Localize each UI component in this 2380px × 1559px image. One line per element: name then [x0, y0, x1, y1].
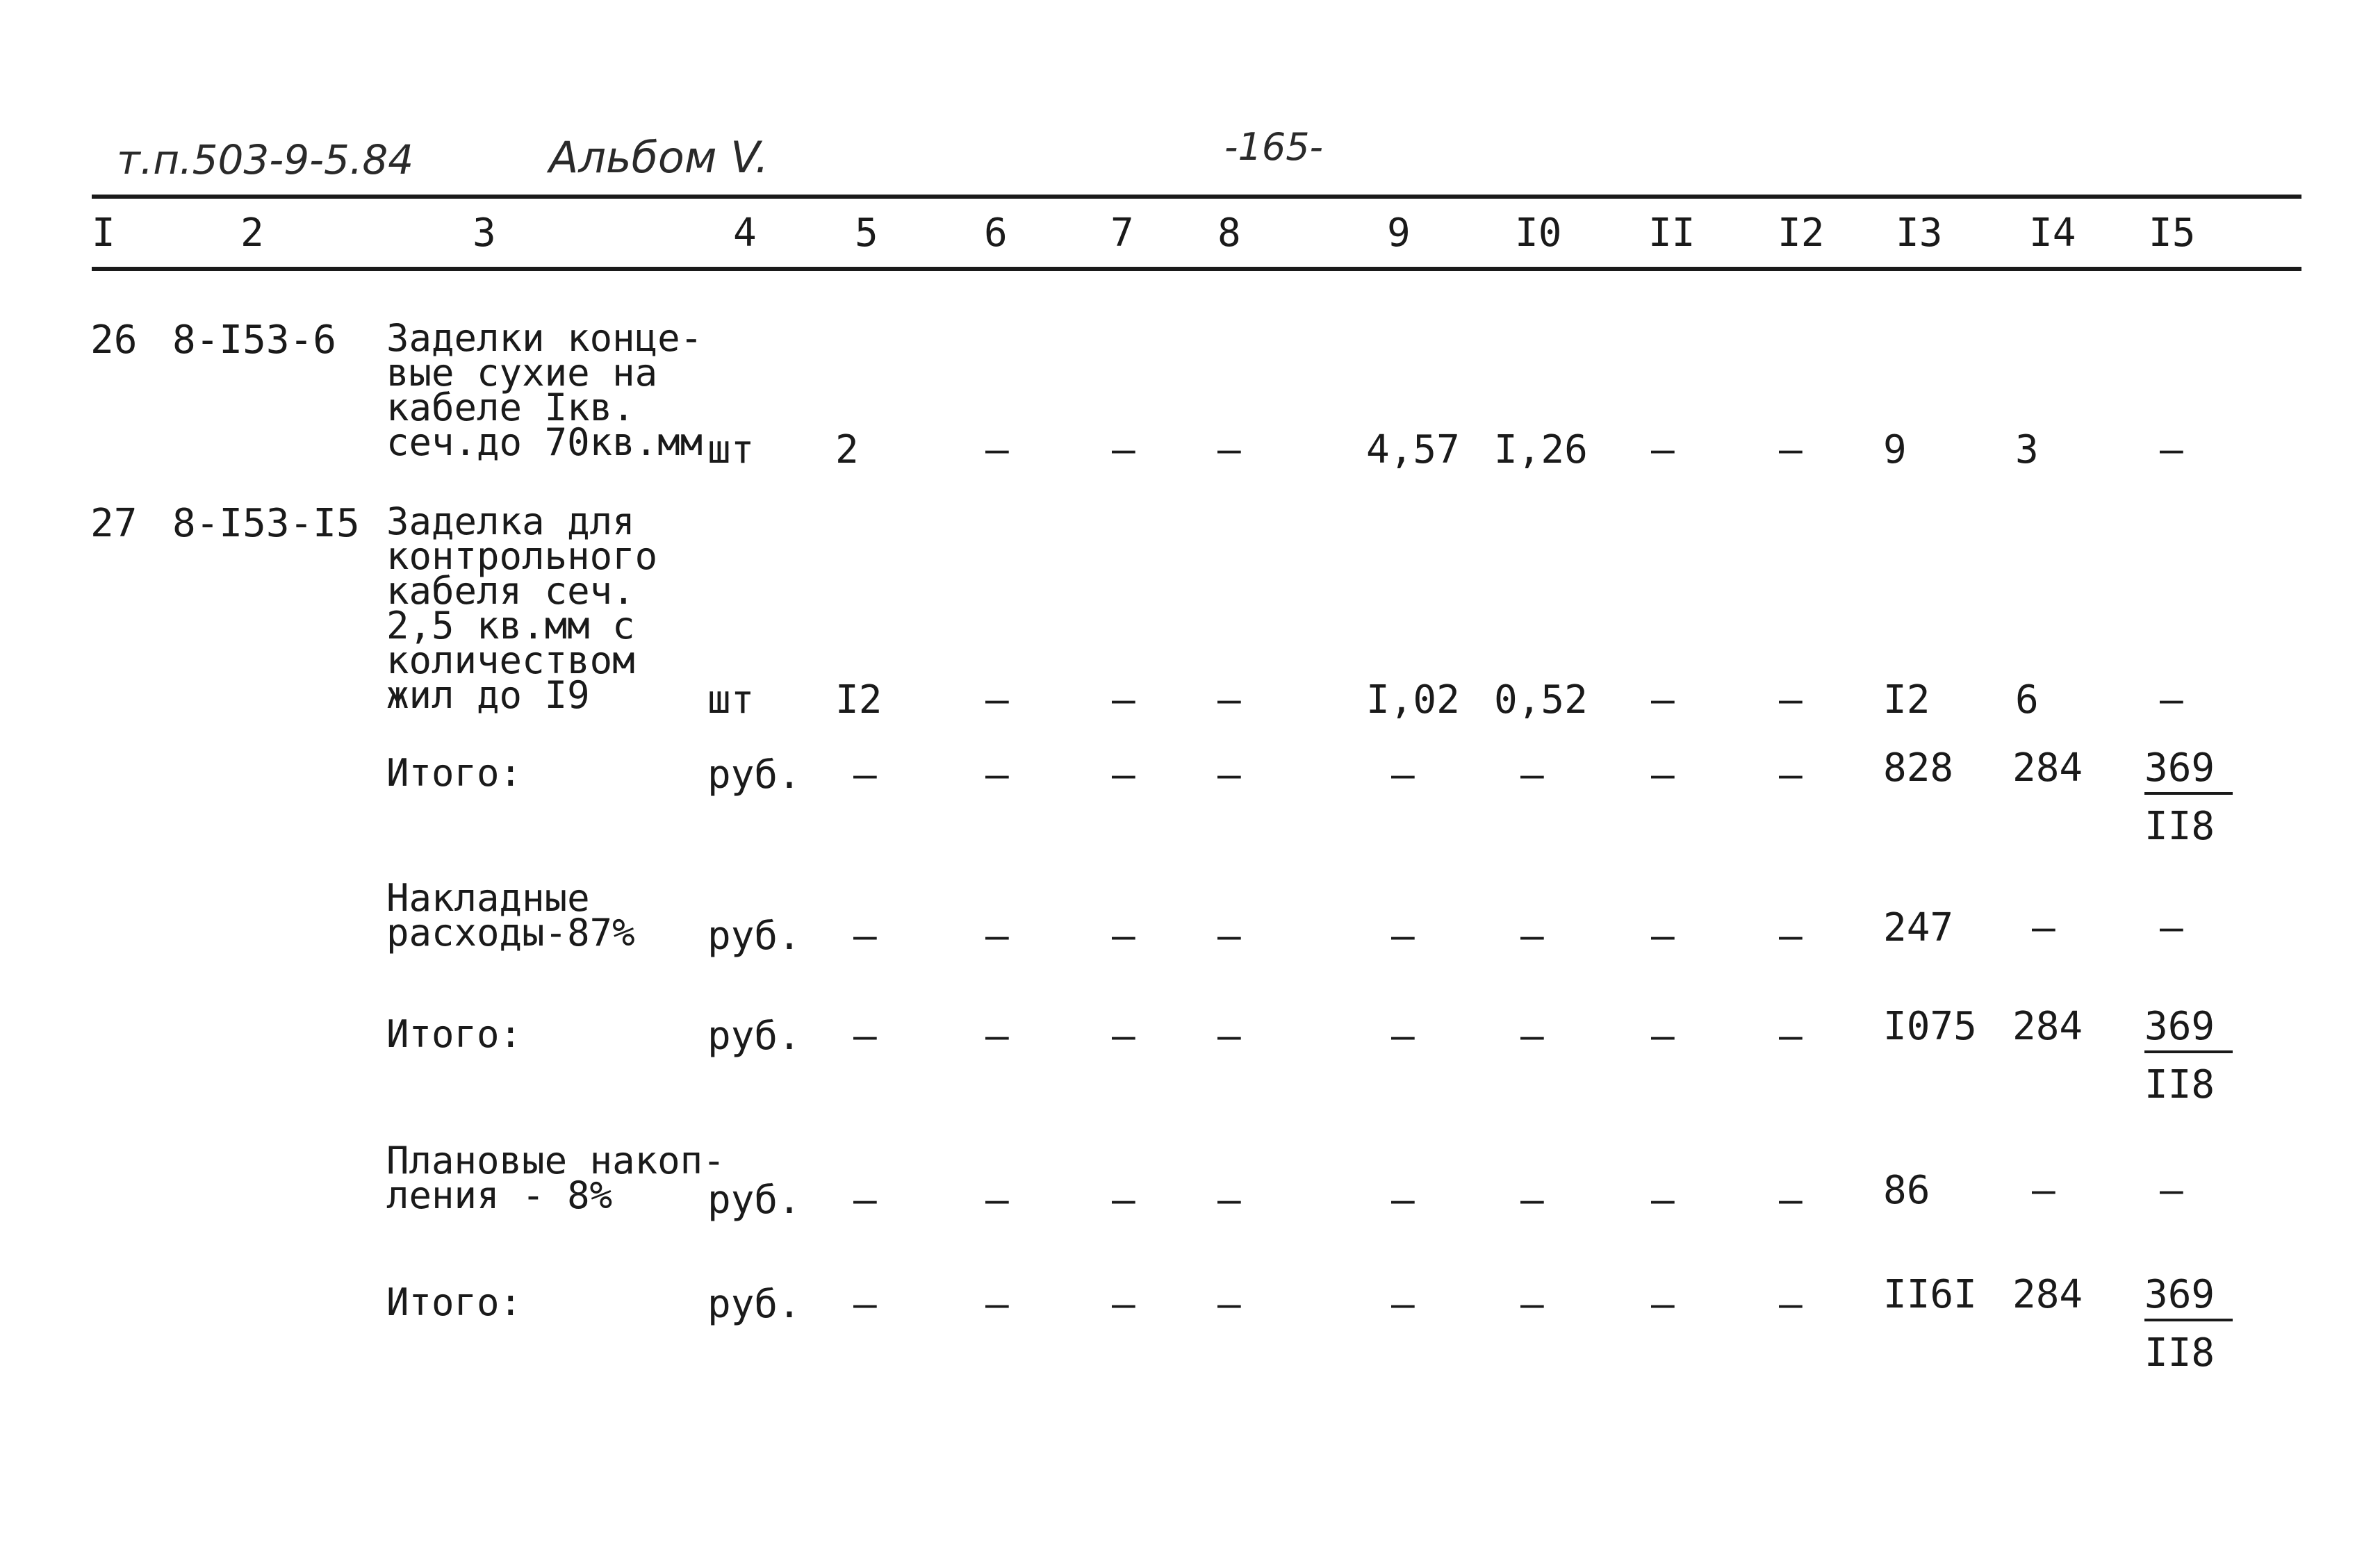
- cell-value: –: [1651, 1178, 1675, 1223]
- cell-value: II6I: [1883, 1272, 1977, 1317]
- cell-value: –: [1112, 1014, 1135, 1059]
- cell-value: –: [1217, 1282, 1241, 1327]
- cell-value: –: [853, 752, 877, 798]
- item-name: Итого:: [386, 1280, 523, 1324]
- cell-value: 284: [2012, 745, 2083, 791]
- cell-value: –: [1112, 1178, 1135, 1223]
- item-name: Плановые накоп- ления - 8%: [386, 1139, 725, 1217]
- cell-value: –: [1779, 1282, 1803, 1327]
- cell-value: –: [1520, 1178, 1544, 1223]
- cell-value: I2: [835, 677, 883, 723]
- column-number: 4: [733, 211, 757, 256]
- fraction-value: [2144, 1004, 2233, 1107]
- unit: руб.: [707, 1282, 801, 1327]
- cell-value: –: [2160, 1168, 2183, 1213]
- cell-value: –: [1217, 1178, 1241, 1223]
- rate-code: 8-I53-6: [172, 317, 337, 363]
- cell-value: –: [1779, 427, 1803, 472]
- rate-code: 8-I53-I5: [172, 501, 360, 546]
- cell-value: –: [853, 914, 877, 959]
- cell-value: –: [985, 752, 1009, 798]
- item-name: Итого:: [386, 751, 523, 795]
- column-number: II: [1648, 211, 1696, 256]
- fraction-denominator: II8: [2144, 804, 2215, 849]
- cell-value: I075: [1883, 1004, 1977, 1049]
- fraction-denominator: II8: [2144, 1330, 2215, 1376]
- column-number: 6: [984, 211, 1008, 256]
- cell-value: –: [1112, 752, 1135, 798]
- column-number: I4: [2029, 211, 2076, 256]
- document-code: т.п.503-9-5.84: [117, 136, 414, 183]
- column-number: 7: [1110, 211, 1134, 256]
- fraction-numerator: 369: [2144, 1276, 2233, 1321]
- cell-value: –: [1651, 427, 1675, 472]
- cell-value: –: [1779, 677, 1803, 723]
- cell-value: –: [1520, 1014, 1544, 1059]
- cell-value: I2: [1883, 677, 1930, 723]
- cell-value: –: [1217, 677, 1241, 723]
- unit: шт: [707, 677, 755, 723]
- cell-value: 0,52: [1494, 677, 1588, 723]
- cell-value: –: [1779, 1014, 1803, 1059]
- cell-value: 284: [2012, 1272, 2083, 1317]
- cell-value: 9: [1883, 427, 1907, 472]
- cell-value: –: [1651, 1014, 1675, 1059]
- album-label: Альбом V.: [549, 132, 769, 183]
- cell-value: –: [2032, 905, 2055, 950]
- cell-value: –: [1391, 914, 1415, 959]
- cell-value: –: [1217, 914, 1241, 959]
- cell-value: –: [1651, 677, 1675, 723]
- cell-value: 6: [2015, 677, 2039, 723]
- cell-value: –: [853, 1014, 877, 1059]
- unit: руб.: [707, 1014, 801, 1059]
- cell-value: –: [985, 427, 1009, 472]
- cell-value: –: [2160, 905, 2183, 950]
- column-number: I0: [1515, 211, 1562, 256]
- cell-value: –: [1651, 914, 1675, 959]
- cell-value: –: [1651, 752, 1675, 798]
- cell-value: –: [2160, 427, 2183, 472]
- header-top-rule: [92, 195, 2301, 199]
- cell-value: I,26: [1494, 427, 1588, 472]
- cell-value: 3: [2015, 427, 2039, 472]
- header-bottom-rule: [92, 267, 2301, 271]
- fraction-denominator: II8: [2144, 1062, 2215, 1107]
- page-number: -165-: [1224, 125, 1324, 169]
- cell-value: –: [2032, 1168, 2055, 1213]
- cell-value: –: [985, 914, 1009, 959]
- unit: шт: [707, 427, 755, 472]
- column-number: 2: [240, 211, 264, 256]
- cell-value: 86: [1883, 1168, 1930, 1213]
- column-number: 8: [1217, 211, 1241, 256]
- column-number: I5: [2149, 211, 2196, 256]
- cell-value: –: [853, 1282, 877, 1327]
- cell-value: –: [1217, 752, 1241, 798]
- fraction-numerator: 369: [2144, 749, 2233, 795]
- item-name: Заделка для контрольного кабеля сеч. 2,5 кв.мм с количеством жил до I9: [386, 500, 658, 717]
- cell-value: –: [1520, 752, 1544, 798]
- cell-value: –: [1112, 427, 1135, 472]
- cell-value: –: [853, 1178, 877, 1223]
- item-name: Заделки конце- вые сухие на кабеле Iкв. сеч.до 70кв.мм: [386, 316, 703, 464]
- fraction-value: [2144, 1272, 2233, 1376]
- item-name: Итого:: [386, 1012, 523, 1056]
- cell-value: –: [985, 1014, 1009, 1059]
- cell-value: –: [1112, 677, 1135, 723]
- cell-value: 828: [1883, 745, 1954, 791]
- column-number: I2: [1778, 211, 1825, 256]
- cell-value: –: [985, 1282, 1009, 1327]
- cell-value: –: [1391, 752, 1415, 798]
- cell-value: –: [1651, 1282, 1675, 1327]
- cell-value: –: [1217, 427, 1241, 472]
- cell-value: –: [1112, 914, 1135, 959]
- cell-value: –: [1112, 1282, 1135, 1327]
- cell-value: –: [1217, 1014, 1241, 1059]
- cell-value: I,02: [1366, 677, 1460, 723]
- cell-value: 2: [835, 427, 859, 472]
- column-number: 3: [473, 211, 496, 256]
- row-number: 26: [90, 317, 138, 363]
- item-name: Накладные расходы-87%: [386, 876, 635, 955]
- unit: руб.: [707, 914, 801, 959]
- unit: руб.: [707, 1178, 801, 1223]
- cell-value: –: [2160, 677, 2183, 723]
- row-number: 27: [90, 501, 138, 546]
- cell-value: –: [1391, 1014, 1415, 1059]
- cell-value: 284: [2012, 1004, 2083, 1049]
- fraction-numerator: 369: [2144, 1007, 2233, 1053]
- cell-value: –: [985, 1178, 1009, 1223]
- fraction-value: [2144, 745, 2233, 849]
- cell-value: –: [1391, 1178, 1415, 1223]
- cell-value: –: [1779, 914, 1803, 959]
- unit: руб.: [707, 752, 801, 798]
- cell-value: –: [1779, 752, 1803, 798]
- cell-value: 4,57: [1366, 427, 1460, 472]
- cell-value: –: [1520, 914, 1544, 959]
- cell-value: –: [985, 677, 1009, 723]
- cell-value: –: [1779, 1178, 1803, 1223]
- column-number: 5: [855, 211, 878, 256]
- column-number: I: [92, 211, 115, 256]
- column-number: I3: [1896, 211, 1943, 256]
- cell-value: –: [1391, 1282, 1415, 1327]
- cell-value: –: [1520, 1282, 1544, 1327]
- cell-value: 247: [1883, 905, 1954, 950]
- column-number: 9: [1387, 211, 1411, 256]
